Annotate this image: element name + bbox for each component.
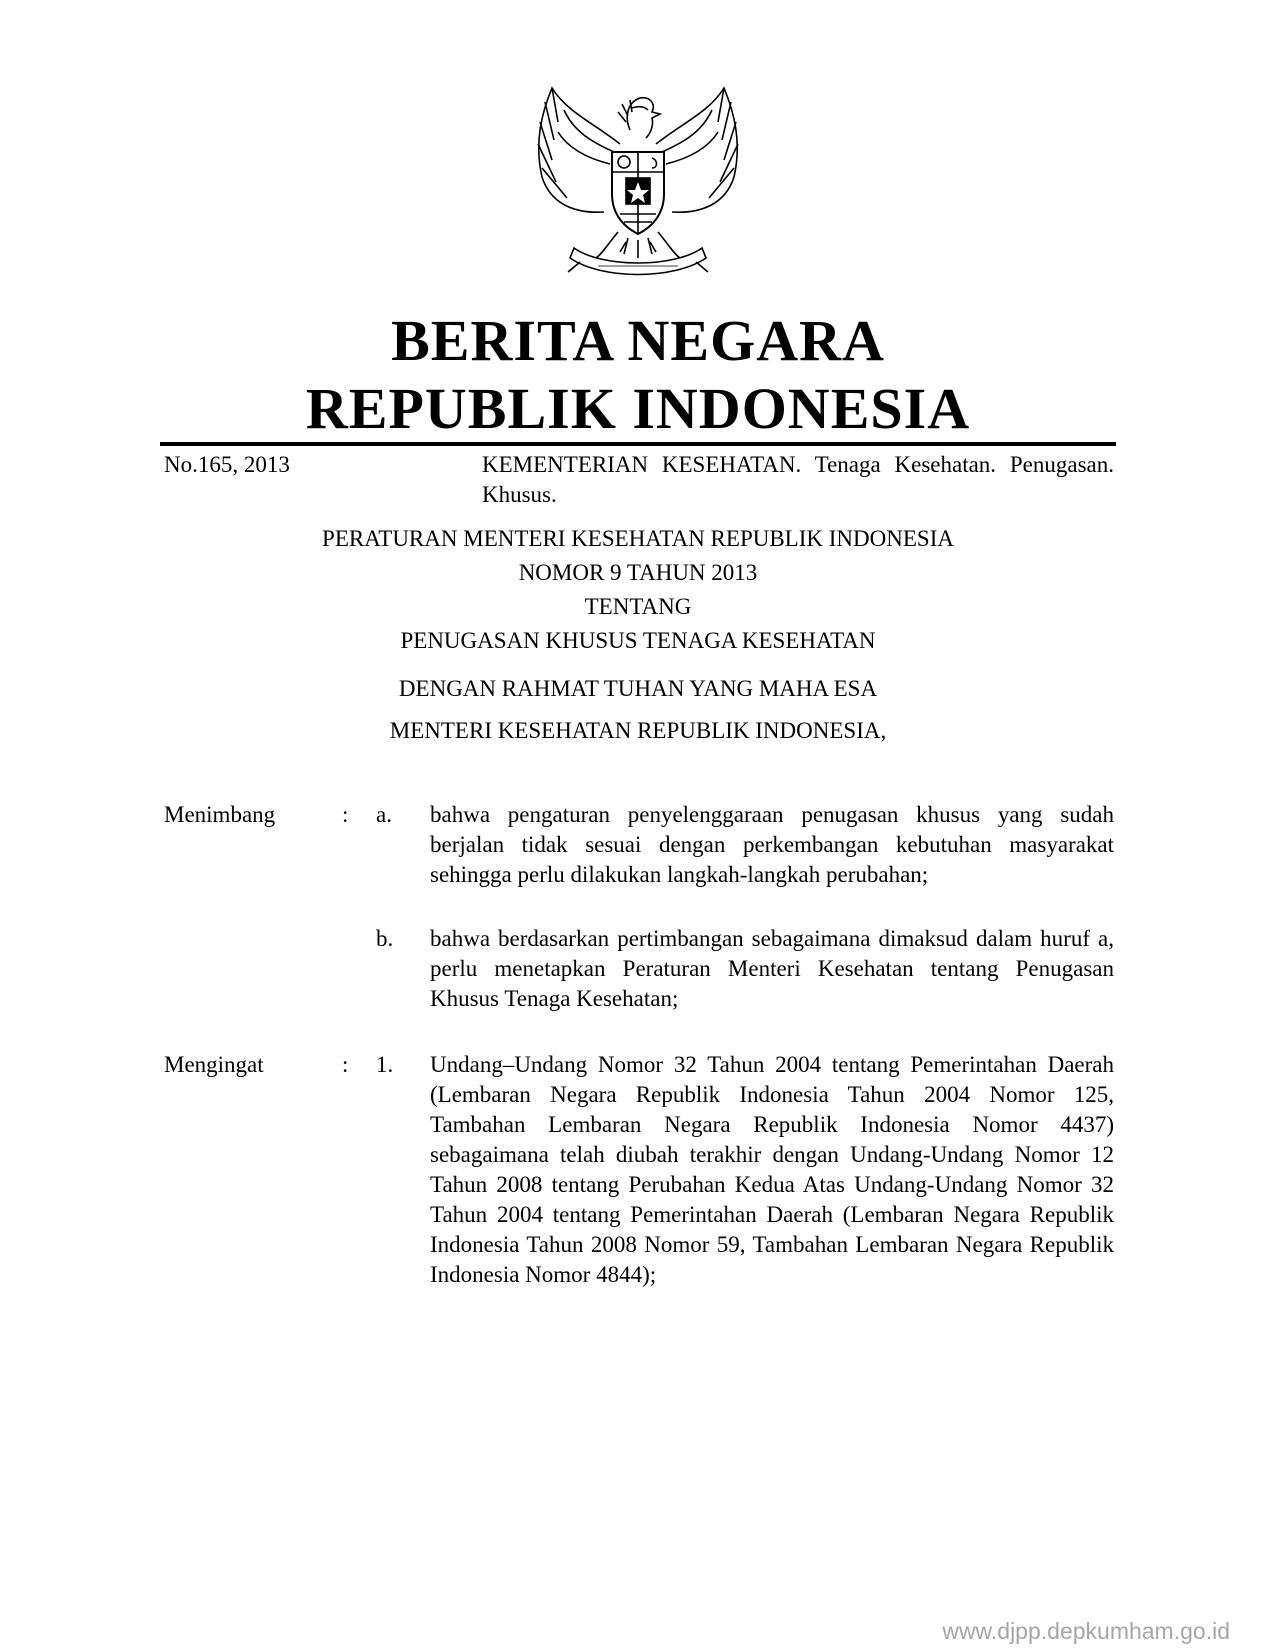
issue-description: KEMENTERIAN KESEHATAN. Tenaga Kesehatan. Penugasan. Khusus. bbox=[482, 452, 1114, 507]
menimbang-item-a-marker: a. bbox=[376, 802, 392, 827]
mengingat-item-1-marker: 1. bbox=[376, 1052, 394, 1077]
regulation-about-label: TENTANG bbox=[584, 594, 692, 619]
menimbang-colon: : bbox=[342, 802, 349, 827]
mengingat-label: Mengingat bbox=[164, 1052, 264, 1077]
mengingat-colon: : bbox=[342, 1052, 349, 1077]
invocation-line: DENGAN RAHMAT TUHAN YANG MAHA ESA bbox=[398, 676, 878, 701]
menimbang-label: Menimbang bbox=[164, 802, 276, 827]
source-watermark: www.djpp.depkumham.go.id bbox=[942, 1618, 1230, 1644]
masthead-divider bbox=[160, 442, 1116, 446]
menimbang-item-b-text: bahwa berdasarkan pertimbangan sebagaimana dimaksud dalam huruf a, perlu menetapkan Peraturan Menteri Kesehatan tentang Penugasan Khusus Tenaga Kesehatan; bbox=[430, 926, 1114, 1011]
regulation-number: NOMOR 9 TAHUN 2013 bbox=[518, 560, 758, 585]
issuer-line: MENTERI KESEHATAN REPUBLIK INDONESIA, bbox=[389, 718, 887, 743]
menimbang-item-b-marker: b. bbox=[376, 926, 394, 951]
garuda-pancasila-emblem-icon bbox=[512, 82, 764, 282]
mengingat-item-1-text: Undang–Undang Nomor 32 Tahun 2004 tentang Pemerintahan Daerah (Lembaran Negara Republik Indonesia Tahun 2004 Nomor 125, Tambahan Lembaran Negara Republik Indonesia Nomor 4437) sebagaimana telah diubah terakhir dengan Undang-Undang Nomor 12 Tahun 2008 tentang Perubahan Kedua Atas Undang-Undang Nomor 32 Tahun 2004 tentang Pemerintahan Daerah (Lembaran Negara Republik Indonesia Tahun 2008 Nomor 59, Tambahan Lembaran Negara Republik Indonesia Nomor 4844); bbox=[430, 1052, 1114, 1287]
regulation-subject: PENUGASAN KHUSUS TENAGA KESEHATAN bbox=[400, 628, 876, 653]
menimbang-item-a-text: bahwa pengaturan penyelenggaraan penugasan khusus yang sudah berjalan tidak sesuai dengan perkembangan kebutuhan masyarakat sehingga perlu dilakukan langkah-langkah perubahan; bbox=[430, 802, 1114, 887]
masthead-title-line1: BERITA NEGARA bbox=[391, 308, 885, 373]
regulation-title: PERATURAN MENTERI KESEHATAN REPUBLIK INDONESIA bbox=[322, 526, 954, 551]
issue-number: No.165, 2013 bbox=[164, 452, 290, 477]
masthead-title-line2: REPUBLIK INDONESIA bbox=[305, 376, 971, 441]
